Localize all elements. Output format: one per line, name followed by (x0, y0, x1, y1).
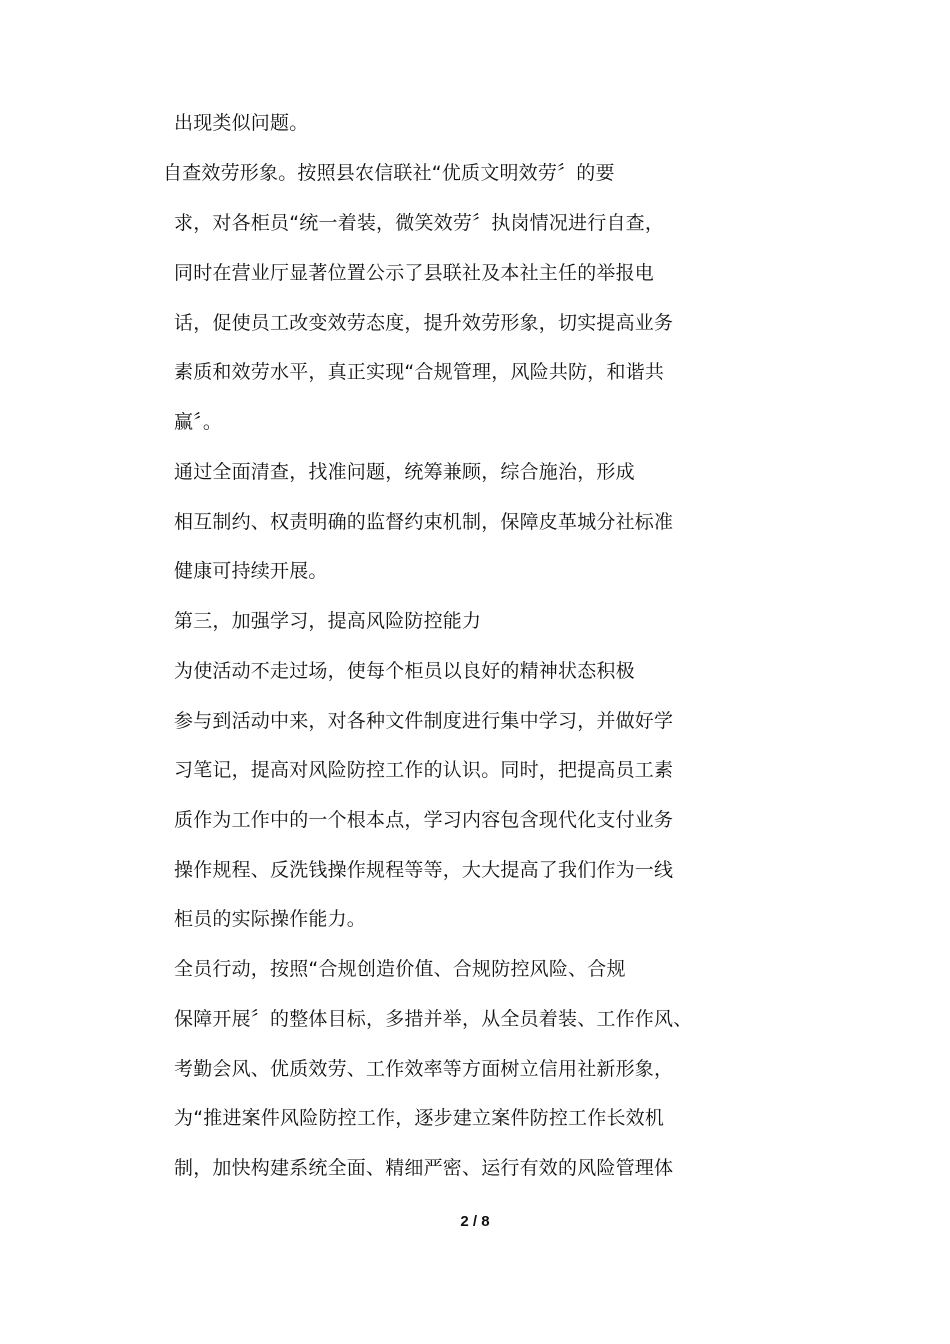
text-line: 质作为工作中的一个根本点，学习内容包含现代化支付业务 (174, 809, 674, 831)
section-heading: 第三，加强学习，提高风险防控能力 (174, 610, 482, 632)
text-line: 为“推进案件风险防控工作，逐步建立案件防控工作长效机 (174, 1107, 665, 1129)
page-number: 2 / 8 (460, 1213, 490, 1230)
text-line: 操作规程、反洗钱操作规程等等，大大提高了我们作为一线 (174, 859, 674, 881)
text-line: 健康可持续开展。 (174, 560, 328, 582)
text-line: 出现类似问题。 (174, 112, 309, 134)
text-line: 通过全面清查，找准问题，统筹兼顾，综合施治，形成 (174, 461, 635, 483)
text-line: 为使活动不走过场，使每个柜员以良好的精神状态积极 (174, 660, 635, 682)
text-line: 素质和效劳水平，真正实现“合规管理，风险共防，和谐共 (174, 361, 665, 383)
text-line: 考勤会风、优质效劳、工作效率等方面树立信用社新形象， (174, 1058, 674, 1080)
text-line: 相互制约、权责明确的监督约束机制，保障皮革城分社标准 (174, 511, 674, 533)
text-line: 赢〞。 (174, 411, 223, 433)
text-line: 参与到活动中来，对各种文件制度进行集中学习，并做好学 (174, 710, 674, 732)
text-line: 保障开展〞的整体目标，多措并举，从全员着装、工作作风、 (174, 1008, 693, 1030)
text-line: 话，促使员工改变效劳态度，提升效劳形象，切实提高业务 (174, 312, 674, 334)
text-line: 习笔记，提高对风险防控工作的认识。同时，把提高员工素 (174, 759, 674, 781)
text-line: 全员行动，按照“合规创造价值、合规防控风险、合规 (174, 958, 626, 980)
text-line: 制，加快构建系统全面、精细严密、运行有效的风险管理体 (174, 1157, 674, 1179)
text-line: 柜员的实际操作能力。 (174, 908, 367, 930)
text-line: 自查效劳形象。按照县农信联社“优质文明效劳〞的要 (163, 162, 615, 184)
text-line: 求，对各柜员“统一着装，微笑效劳〞执岗情况进行自查， (174, 212, 665, 234)
text-line: 同时在营业厅显著位置公示了县联社及本社主任的举报电 (174, 262, 655, 284)
